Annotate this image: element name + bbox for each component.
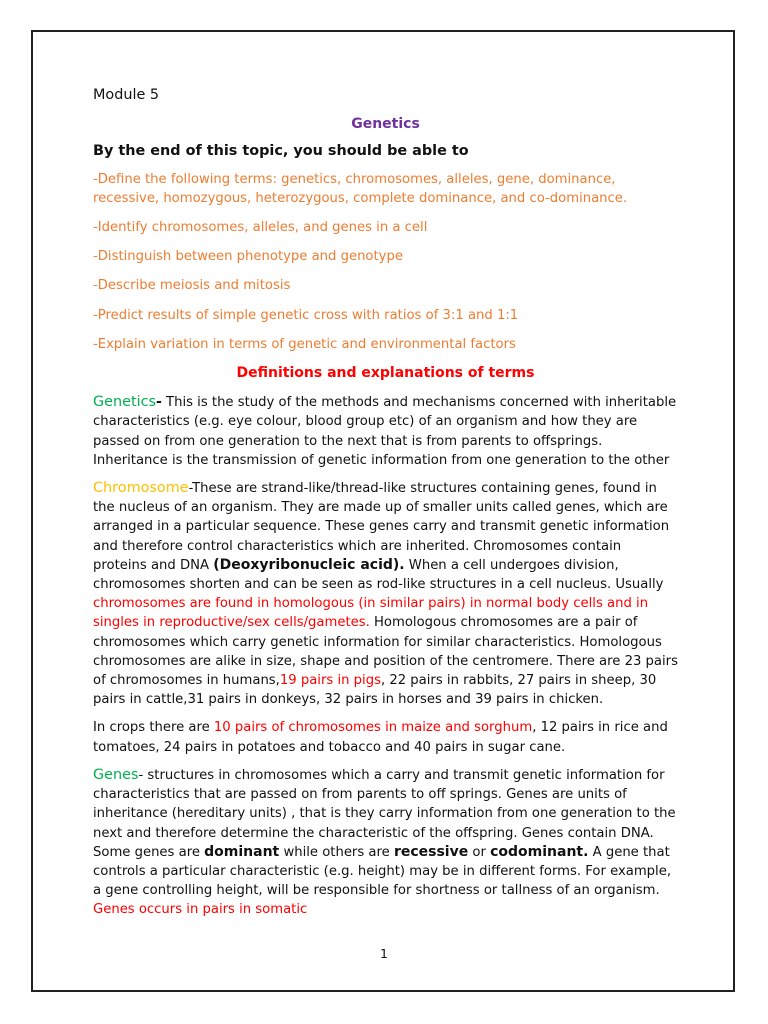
genetics-dash: -	[156, 394, 162, 411]
genes-term: Genes	[93, 766, 139, 783]
genes-text: while others are	[279, 844, 394, 860]
genes-text: or	[468, 844, 491, 860]
maize-highlight: 10 pairs of chromosomes in maize and sorghum	[213, 720, 533, 736]
objective-item: -Identify chromosomes, alleles, and genes in a cell	[93, 220, 428, 236]
dna-bold: (Deoxyribonucleic acid).	[213, 556, 405, 573]
genetics-text: This is the study of the methods and mechanisms concerned with inheritable characteristics (e.g. eye colour, blood group etc) of an organism and how they are passed on from one generation to the next that is from parents to offsprings. Inheritance is the transmission of genetic information from one generation to the other	[93, 395, 677, 468]
page-title: Genetics	[351, 116, 420, 133]
chromosome-text: , 22 pairs in rabbits, 27 pairs in sheep, 30 pairs in cattle,31 pairs in donkeys, 32 pairs in horses and 39 pairs in chicken.	[93, 673, 657, 708]
objective-item: -Distinguish between phenotype and genotype	[93, 249, 403, 265]
intro-line: By the end of this topic, you should be able to	[93, 143, 469, 160]
chromosome-paragraph	[93, 479, 678, 709]
section-heading: Definitions and explanations of terms	[236, 365, 535, 382]
module-label: Module 5	[93, 87, 160, 103]
chromosome-term: Chromosome	[93, 480, 189, 497]
chromosome-highlight: chromosomes are found in homologous (in similar pairs) in normal body cells and in singles in reproductive/sex cells/gametes.	[93, 596, 649, 631]
objective-item: -Describe meiosis and mitosis	[93, 278, 291, 294]
chromosome-text: When a cell undergoes division, chromosomes shorten and can be seen as rod-like structures in a cell nucleus. Usually	[93, 557, 664, 593]
crops-text: , 12 pairs in rice and tomatoes, 24 pairs in potatoes and tobacco and 40 pairs in sugar cane.	[93, 720, 668, 755]
crops-text: In crops there are	[93, 720, 214, 736]
chromosome-text: Homologous chromosomes are a pair of chromosomes which carry genetic information for similar characteristics. Homologous chromosomes are alike in size, shape and position of the centromere. There are 23 pairs of chromosomes in humans,	[93, 615, 678, 689]
genes-text: - structures in chromosomes which a carry and transmit genetic information for characteristics that are passed on from parents to off springs. Genes are units of inheritance (hereditary units) , that is they carry information from one generation to the next and therefore determine the characteristic of the offspring. Genes contain DNA. Some genes are	[93, 767, 676, 860]
recessive-bold: recessive	[393, 843, 469, 860]
pigs-highlight: 19 pairs in pigs	[279, 673, 381, 689]
document-body	[93, 86, 678, 929]
objective-item: -Explain variation in terms of genetic and environmental factors	[93, 336, 516, 352]
genes-highlight: Genes occurs in pairs in somatic	[93, 902, 308, 918]
genes-text: A gene that controls a particular characteristic (e.g. height) may be in different forms. For example, a gene controlling height, will be responsible for shortness or tallness of an organism.	[93, 844, 672, 899]
objective-item: -Predict results of simple genetic cross with ratios of 3:1 and 1:1	[93, 307, 519, 323]
codominant-bold: codominant.	[490, 843, 589, 860]
objective-item: -Define the following terms: genetics, chromosomes, alleles, gene, dominance, recessive, homozygous, heterozygous, complete dominance, and co-dominance.	[93, 171, 628, 206]
crops-paragraph	[93, 718, 678, 756]
chromosome-text: -These are strand-like/thread-like structures containing genes, found in the nucleus of an organism. They are made up of smaller units called genes, which are arranged in a particular sequence. These genes carry and transmit genetic information and therefore control characteristics which are inherited. Chromosomes contain proteins and DNA	[93, 481, 670, 573]
page-number: 1	[380, 946, 388, 961]
genes-paragraph	[93, 766, 678, 920]
dominant-bold: dominant	[204, 843, 280, 860]
genetics-paragraph	[93, 393, 678, 470]
genetics-term: Genetics	[93, 394, 157, 411]
